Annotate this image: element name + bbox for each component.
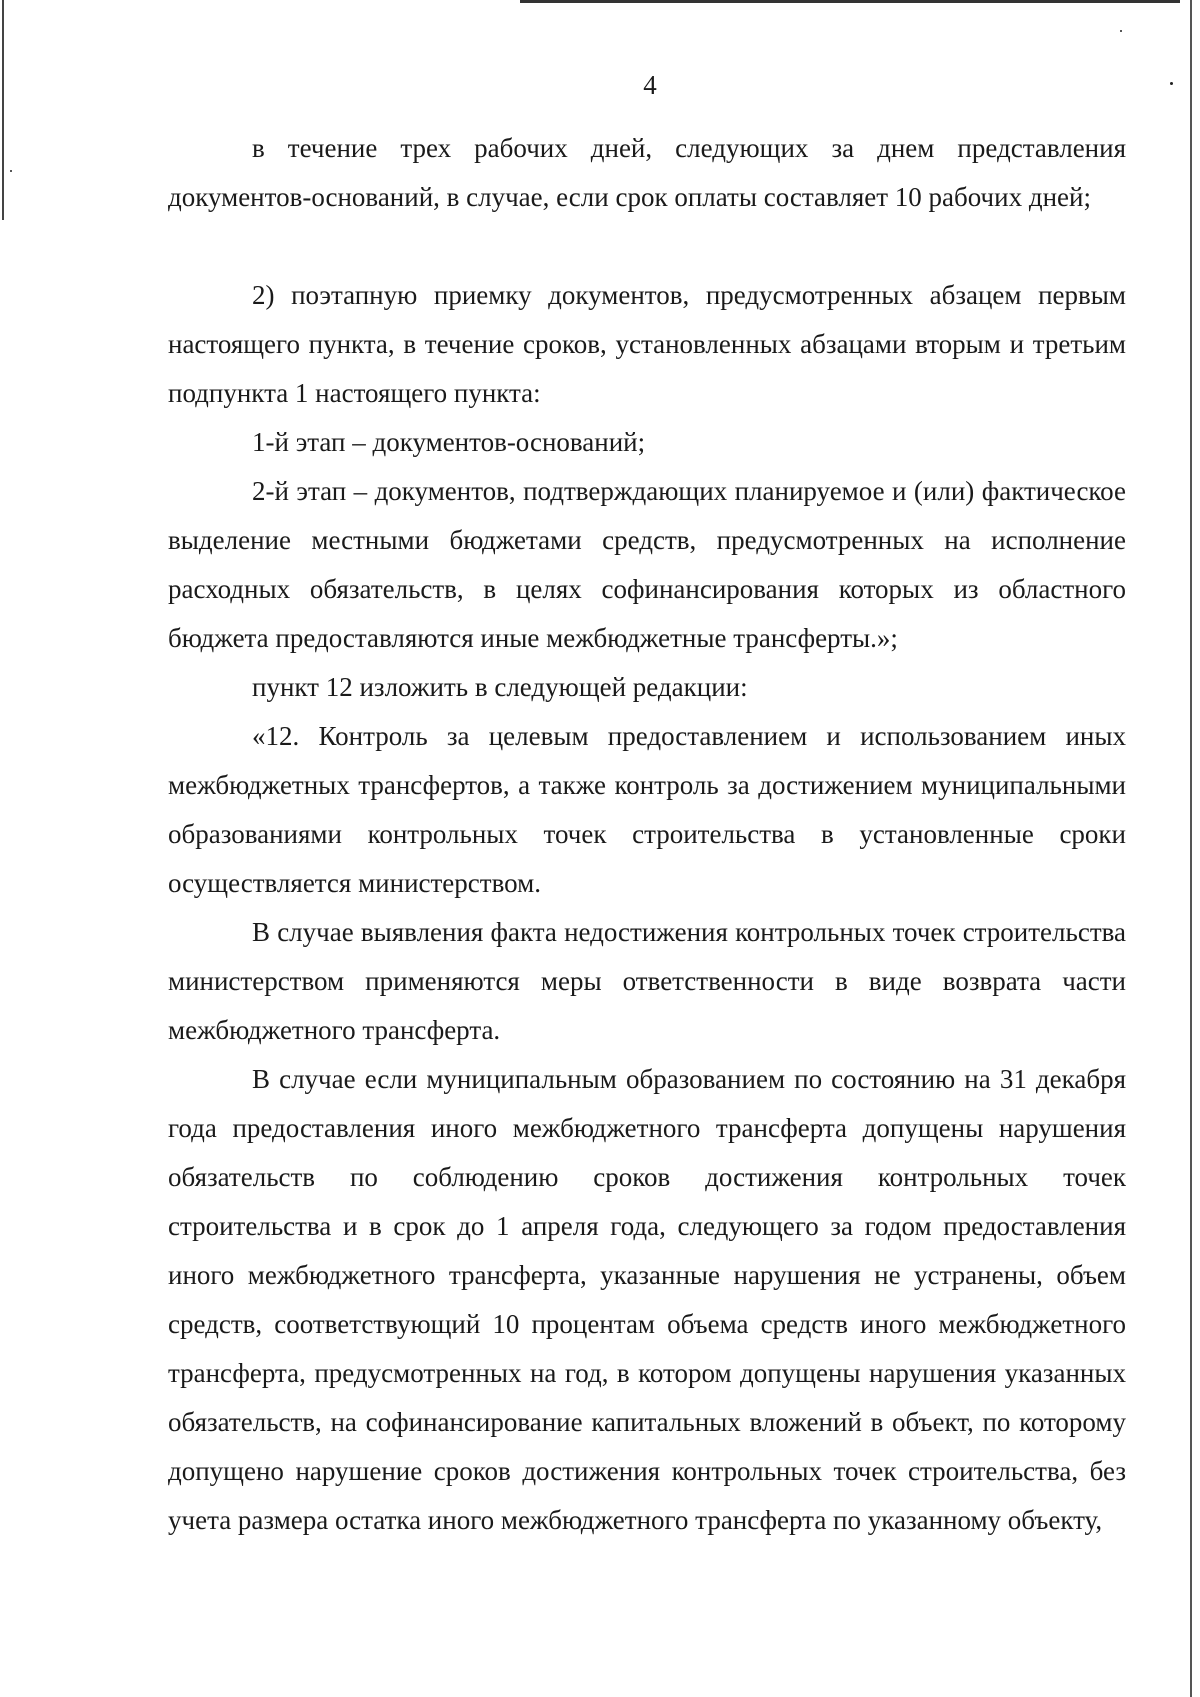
paragraph: в течение трех рабочих дней, следующих за днем представления документов-оснований, в случае, если срок оплаты составляет 10 рабочих дней; xyxy=(168,133,1126,212)
paragraph: В случае если муниципальным образованием по состоянию на 31 декабря года предоставления иного межбюджетного трансферта допущены нарушения обязательств по соблюдению сроков достижения контрольных точек строительства и в срок до 1 апреля года, следующего за годом предоставления иного межбюджетного трансферта, указанные нарушения не устранены, объем средств, соответствующий 10 процентам объема средств иного межбюджетного трансферта, предусмотренных на год, в котором допущены нарушения указанных обязательств, на софинансирование капитальных вложений в объект, по которому допущено нарушение сроков достижения контрольных точек строительства, без учета размера остатка иного межбюджетного трансферта по указанному объекту, xyxy=(168,1064,1126,1535)
paragraph: пункт 12 изложить в следующей редакции: xyxy=(252,672,748,702)
paragraph: 2) поэтапную приемку документов, предусмотренных абзацем первым настоящего пункта, в течение сроков, установленных абзацами вторым и третьим подпункта 1 настоящего пункта: xyxy=(168,280,1126,408)
paragraph: «12. Контроль за целевым предоставлением и использованием иных межбюджетных трансфертов, а также контроль за достижением муниципальными образованиями контрольных точек строительства в установленные сроки осуществляется министерством. xyxy=(168,721,1126,898)
scan-edge-right xyxy=(1190,0,1192,1697)
page-number: 4 xyxy=(643,70,657,100)
paragraph: 1-й этап – документов-оснований; xyxy=(252,427,646,457)
scan-edge-top xyxy=(520,0,1180,3)
scan-speck xyxy=(1170,82,1173,85)
paragraph: 2-й этап – документов, подтверждающих планируемое и (или) фактическое выделение местными бюджетами средств, предусмотренных на исполнение расходных обязательств, в целях софинансирования которых из областного бюджета предоставляются иные межбюджетные трансферты.»; xyxy=(168,476,1126,653)
paragraph: В случае выявления факта недостижения контрольных точек строительства министерством применяются меры ответственности в виде возврата части межбюджетного трансферта. xyxy=(168,917,1126,1045)
scan-speck xyxy=(10,170,12,172)
scan-edge-left xyxy=(2,0,4,220)
scan-speck xyxy=(1120,30,1122,32)
